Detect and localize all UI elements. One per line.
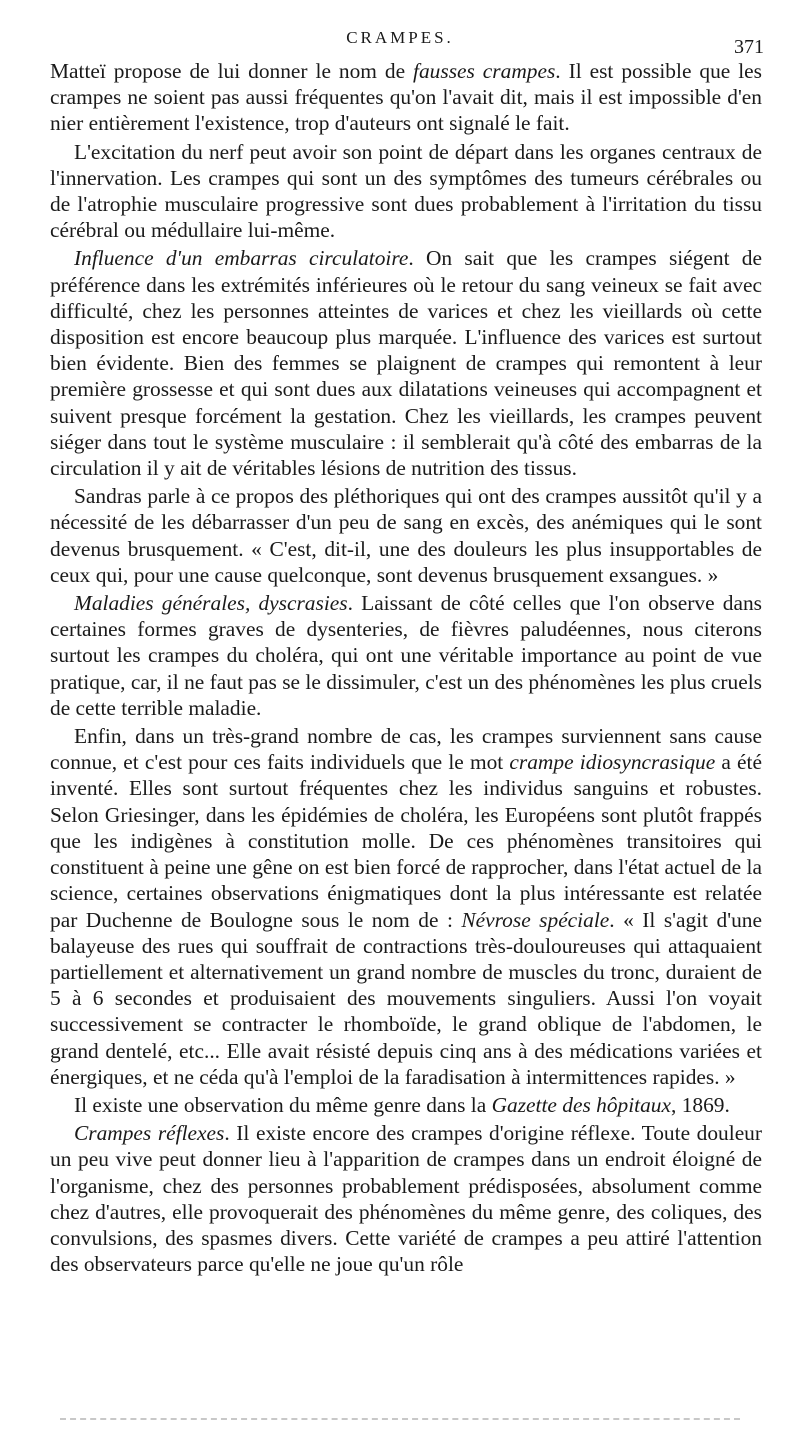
paragraph-gazette: Il existe une observation du même genre dans la Gazette des hôpitaux, 1869. — [74, 1092, 730, 1117]
journal-title: Gazette des hôpitaux — [491, 1092, 671, 1117]
paragraph-embarras-circulatoire: Influence d'un embarras circulatoire. On sait que les crampes siégent de préférence dans les extrémités inférieures où le retour du sang veineux se fait avec difficulté, chez les personnes atteintes de varices et chez les vieillards où cette disposition est encore beaucoup plus marquée. L'influence des varices est surtout bien évidente. Bien des femmes se plaignent de crampes qui remontent à leur première grossesse et qui sont dues aux dilatations veineuses qui accompagnent et suivent presque forcément la gestation. Chez les vieillards, les crampes peuvent siéger dans tout le système musculaire : il semblerait qu'à côté des embarras de la circulation il y ait de véritables lésions de nutrition des tissus. — [50, 246, 762, 481]
paragraph-crampes-reflexes: Crampes réflexes. Il existe encore des crampes d'origine réflexe. Toute douleur un peu vive peut donner lieu à l'apparition de crampes dans un endroit éloigné de l'organisme, chez des personnes probablement prédisposées, absolument comme chez d'autres, elle provoquerait des phénomènes du même genre, des coliques, des convulsions, des spasmes divers. Cette variété de crampes a peu attiré l'attention des observateurs parce qu'elle ne joue qu'un rôle — [50, 1121, 763, 1277]
italic-term: fausses crampes — [413, 59, 556, 83]
paragraph-maladies-generales: Maladies générales, dyscrasies. Laissant de côté celles que l'on observe dans certaines formes graves de dysenteries, de fièvres paludéennes, nous citerons surtout les crampes du choléra, qui ont une véritable importance au point de vue pratique, car, il ne faut pas se le dissimuler, c'est un des phénomènes les plus cruels de cette terrible maladie. — [50, 591, 762, 720]
italic-term: crampe idiosyncrasique — [509, 750, 716, 775]
body-text — [50, 58, 762, 1279]
running-head: CRAMPES. — [346, 28, 454, 47]
section-heading-inline: Crampes réflexes — [74, 1121, 225, 1146]
page-number: 371 — [734, 36, 764, 58]
paragraph-crampe-idiosyncrasique: Enfin, dans un très-grand nombre de cas, les crampes surviennent sans cause connue, et c'est pour ces faits individuels que le mot crampe idiosyncrasique a été inventé. Elles sont surtout fréquentes chez les individus sanguins et robustes. Selon Griesinger, dans les épidémies de choléra, les Européens sont plutôt frappés que les indigènes à constitution molle. De ces phénomènes transitoires qui constituent à peine une gêne on est bien forcé de rapprocher, dans l'état actuel de la science, certaines observations énigmatiques dont la plus intéressante est relatée par Duchenne de Boulogne sous le nom de : Névrose spéciale. « Il s'agit d'une balayeuse des rues qui souffrait de contractions très-douloureuses qui attaquaient partiellement et alternativement un grand nombre de muscles du tronc, duraient de 5 à 6 secondes et produisaient des mouvements singuliers. Aussi l'on voyait successivement se contracter le rhomboïde, le grand oblique de l'abdomen, le grand dentelé, etc... Elle avait résisté depuis cinq ans à des médications variées et énergiques, et ne céda qu'à l'emploi de la faradisation à intermittences rapides. » — [50, 724, 762, 1089]
paragraph-sandras: Sandras parle à ce propos des pléthoriques qui ont des crampes aussitôt qu'il y a nécessité de les débarrasser d'un peu de sang en excès, des anémiques qui le sont devenus brusquement. « C'est, dit-il, une des douleurs les plus insupportables de ceux qui, pour une cause quelconque, sont devenus brusquement exsangues. » — [50, 484, 762, 587]
paragraph-excitation-du-nerf: L'excitation du nerf peut avoir son point de départ dans les organes centraux de l'innervation. Les crampes qui sont un des symptômes des tumeurs cérébrales ou de l'atrophie musculaire progressive sont dues probablement à l'irritation du tissu cérébral ou médullaire lui-même. — [50, 139, 762, 243]
italic-term: Névrose spéciale — [461, 907, 610, 932]
footer-dashed-rule — [60, 1418, 740, 1420]
paragraph-fausses-crampes: Matteï propose de lui donner le nom de fausses crampes. Il est possible que les crampes ne soient pas aussi fréquentes qu'on l'avait dit, mais il est impossible d'en nier entièrement l'existence, trop d'auteurs ont signalé le fait. — [50, 59, 762, 136]
section-heading-inline: Maladies générales, dyscrasies — [74, 591, 348, 616]
section-heading-inline: Influence d'un embarras circulatoire — [74, 246, 409, 271]
